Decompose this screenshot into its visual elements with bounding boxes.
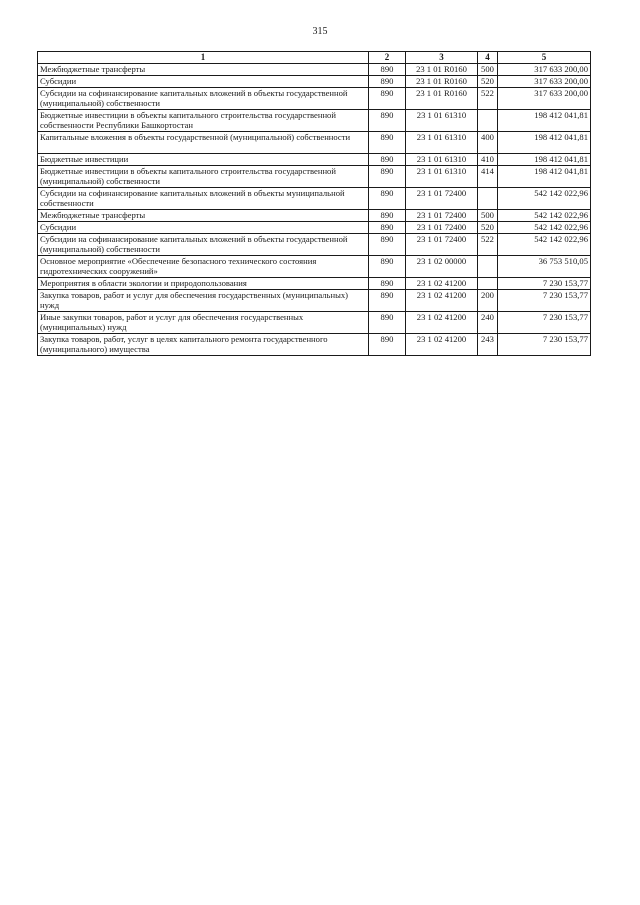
row-name: Субсидии на софинансирование капитальных вложений в объекты государственной (муниципальной) собственности xyxy=(38,234,369,256)
table-row xyxy=(38,88,591,110)
row-target-code: 23 1 01 72400 xyxy=(406,234,478,256)
header-row xyxy=(38,52,591,64)
row-expense-type xyxy=(478,110,498,132)
row-amount: 7 230 153,77 xyxy=(498,312,591,334)
row-amount: 36 753 510,05 xyxy=(498,256,591,278)
table-row xyxy=(38,312,591,334)
header-col-5: 5 xyxy=(498,52,591,64)
row-expense-type xyxy=(478,256,498,278)
row-target-code: 23 1 01 61310 xyxy=(406,166,478,188)
row-ved-code: 890 xyxy=(369,76,406,88)
row-name: Субсидии на софинансирование капитальных вложений в объекты муниципальной собственности xyxy=(38,188,369,210)
row-expense-type: 243 xyxy=(478,334,498,356)
table-row xyxy=(38,234,591,256)
row-amount: 7 230 153,77 xyxy=(498,278,591,290)
table-row xyxy=(38,222,591,234)
table-row xyxy=(38,166,591,188)
row-amount: 198 412 041,81 xyxy=(498,110,591,132)
row-expense-type: 414 xyxy=(478,166,498,188)
table-row xyxy=(38,76,591,88)
row-expense-type: 522 xyxy=(478,234,498,256)
row-target-code: 23 1 01 61310 xyxy=(406,132,478,154)
row-expense-type: 240 xyxy=(478,312,498,334)
row-amount: 198 412 041,81 xyxy=(498,166,591,188)
row-amount: 198 412 041,81 xyxy=(498,132,591,154)
row-name: Межбюджетные трансферты xyxy=(38,210,369,222)
table-row xyxy=(38,278,591,290)
header-col-4: 4 xyxy=(478,52,498,64)
row-ved-code: 890 xyxy=(369,188,406,210)
row-expense-type: 500 xyxy=(478,210,498,222)
row-amount: 542 142 022,96 xyxy=(498,210,591,222)
row-name: Основное мероприятие «Обеспечение безопасного технического состояния гидротехнических сооружений» xyxy=(38,256,369,278)
row-name: Иные закупки товаров, работ и услуг для обеспечения государственных (муниципальных) нужд xyxy=(38,312,369,334)
row-ved-code: 890 xyxy=(369,234,406,256)
row-expense-type: 410 xyxy=(478,154,498,166)
row-ved-code: 890 xyxy=(369,312,406,334)
row-ved-code: 890 xyxy=(369,64,406,76)
table-row xyxy=(38,334,591,356)
row-name: Закупка товаров, работ, услуг в целях капитального ремонта государственного (муниципального) имущества xyxy=(38,334,369,356)
row-amount: 317 633 200,00 xyxy=(498,76,591,88)
row-name: Субсидии xyxy=(38,222,369,234)
row-target-code: 23 1 01 72400 xyxy=(406,188,478,210)
row-name: Капитальные вложения в объекты государственной (муниципальной) собственности xyxy=(38,132,369,154)
row-expense-type: 522 xyxy=(478,88,498,110)
row-target-code: 23 1 01 72400 xyxy=(406,210,478,222)
row-target-code: 23 1 01 R0160 xyxy=(406,64,478,76)
row-name: Субсидии xyxy=(38,76,369,88)
row-ved-code: 890 xyxy=(369,132,406,154)
table-row xyxy=(38,210,591,222)
row-name: Бюджетные инвестиции в объекты капитального строительства государственной (муниципальной) собственности xyxy=(38,166,369,188)
row-ved-code: 890 xyxy=(369,154,406,166)
row-amount: 198 412 041,81 xyxy=(498,154,591,166)
row-expense-type xyxy=(478,278,498,290)
row-target-code: 23 1 02 41200 xyxy=(406,290,478,312)
row-amount: 542 142 022,96 xyxy=(498,234,591,256)
row-ved-code: 890 xyxy=(369,334,406,356)
row-target-code: 23 1 02 41200 xyxy=(406,334,478,356)
table-row xyxy=(38,110,591,132)
row-ved-code: 890 xyxy=(369,166,406,188)
row-amount: 317 633 200,00 xyxy=(498,88,591,110)
table-row xyxy=(38,290,591,312)
row-name: Бюджетные инвестиции xyxy=(38,154,369,166)
row-amount: 7 230 153,77 xyxy=(498,290,591,312)
row-name: Субсидии на софинансирование капитальных вложений в объекты государственной (муниципальной) собственности xyxy=(38,88,369,110)
header-col-2: 2 xyxy=(369,52,406,64)
row-target-code: 23 1 02 00000 xyxy=(406,256,478,278)
row-name: Мероприятия в области экологии и природопользования xyxy=(38,278,369,290)
table-row xyxy=(38,154,591,166)
header-col-3: 3 xyxy=(406,52,478,64)
row-ved-code: 890 xyxy=(369,290,406,312)
row-target-code: 23 1 01 61310 xyxy=(406,110,478,132)
table-row xyxy=(38,188,591,210)
budget-table xyxy=(37,51,591,356)
row-ved-code: 890 xyxy=(369,110,406,132)
row-amount: 542 142 022,96 xyxy=(498,222,591,234)
row-ved-code: 890 xyxy=(369,222,406,234)
row-amount: 542 142 022,96 xyxy=(498,188,591,210)
table-row xyxy=(38,64,591,76)
row-target-code: 23 1 01 61310 xyxy=(406,154,478,166)
row-expense-type: 200 xyxy=(478,290,498,312)
row-expense-type: 520 xyxy=(478,76,498,88)
row-ved-code: 890 xyxy=(369,88,406,110)
row-target-code: 23 1 01 72400 xyxy=(406,222,478,234)
row-target-code: 23 1 01 R0160 xyxy=(406,88,478,110)
row-target-code: 23 1 01 R0160 xyxy=(406,76,478,88)
row-target-code: 23 1 02 41200 xyxy=(406,312,478,334)
row-amount: 7 230 153,77 xyxy=(498,334,591,356)
table-row xyxy=(38,256,591,278)
row-ved-code: 890 xyxy=(369,210,406,222)
row-ved-code: 890 xyxy=(369,256,406,278)
row-target-code: 23 1 02 41200 xyxy=(406,278,478,290)
row-amount: 317 633 200,00 xyxy=(498,64,591,76)
row-name: Межбюджетные трансферты xyxy=(38,64,369,76)
row-expense-type: 520 xyxy=(478,222,498,234)
row-expense-type: 400 xyxy=(478,132,498,154)
row-name: Бюджетные инвестиции в объекты капитального строительства государственной собственности Республики Башкортостан xyxy=(38,110,369,132)
row-expense-type xyxy=(478,188,498,210)
row-name: Закупка товаров, работ и услуг для обеспечения государственных (муниципальных) нужд xyxy=(38,290,369,312)
table-row xyxy=(38,132,591,154)
row-ved-code: 890 xyxy=(369,278,406,290)
header-col-1: 1 xyxy=(38,52,369,64)
page-number: 315 xyxy=(312,26,328,37)
row-expense-type: 500 xyxy=(478,64,498,76)
